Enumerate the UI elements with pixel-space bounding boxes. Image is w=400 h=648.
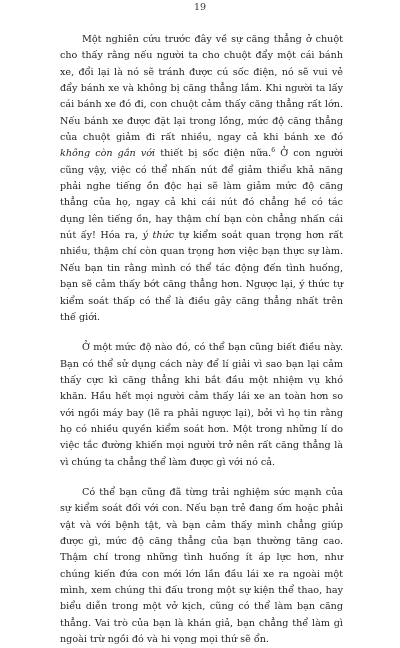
page-number: 19 <box>193 2 207 13</box>
text-run: Ở một mức độ nào đó, có thể bạn cũng biết điều này. Bạn có thể sử dụng cách này để lí giải vì sao bạn lại cảm thấy cực kì căng thẳng khi bắt đầu một nhiệm vụ khó khăn. Hầu hết mọi người cảm thấy lái xe an toàn hơn so với ngồi máy bay (lẽ ra phải ngược lại), bởi vì họ tin rằng họ có nhiều quyền kiểm soát hơn. Một trong những lí do việc tắc đường khiến mọi người trở nên rất căng thẳng là vì chúng ta chẳng thể làm được gì với nó cả. <box>60 342 343 468</box>
text-run: Một nghiên cứu trước đây về sự căng thẳng ở chuột cho thấy rằng nếu người ta cho chuột đẩy một cái bánh xe, đổi lại là nó sẽ tránh được cú sốc điện, nó sẽ vui vẻ đẩy bánh xe và không bị căng thẳng lắm. Khi người ta lấy cái bánh xe đó đi, con chuột cảm thấy căng thẳng rất lớn. Nếu bánh xe được đặt lại trong lồng, mức độ căng thẳng của chuột giảm đi rất nhiều, ngay cả khi bánh xe đó <box>60 34 343 144</box>
text-run: tự kiểm soát quan trọng hơn rất nhiều, thậm chí còn quan trọng hơn việc bạn thực sự làm. Nếu bạn tin rằng mình có thể tác động đến tình huống, bạn sẽ cảm thấy bớt căng thẳng hơn. Ngược lại, ý thức tự kiểm soát thấp có thể là điều gây căng thẳng nhất trên thế giới. <box>60 230 344 323</box>
paragraph <box>60 485 343 648</box>
text-run: thiết bị sốc điện nữa. <box>155 148 272 160</box>
paragraph <box>60 340 343 471</box>
italic-text: ý thức <box>142 230 175 242</box>
text-run: Ở con người cũng vậy, việc có thể nhấn nút để giảm thiểu khả năng phải nghe tiếng ồn độc hại sẽ làm giảm mức độ căng thẳng của họ, ngay cả khi cái nút đó chẳng hề có tác dụng lên tiếng ồn, hay thậm chí bạn còn chẳng nhấn cái nút ấy! Hóa ra, <box>60 148 343 242</box>
body-text <box>60 32 343 648</box>
text-run: Có thể bạn cũng đã từng trải nghiệm sức mạnh của sự kiểm soát đối với con. Nếu bạn trẻ đang ốm hoặc phải vật và với bệnh tật, và bạn cảm thấy mình chẳng giúp được gì, mức độ căng thẳng của bạn thường tăng cao. Thậm chí trong những tình huống ít áp lực hơn, như chúng kiến đứa con mới lớn lần đầu lái xe ra ngoài một mình, xem chúng thi đấu trong một sự kiện thể thao, hay biểu diễn trong một vở kịch, cũng có thể làm bạn căng thẳng. Vai trò của bạn là khán giả, bạn chẳng thể làm gì ngoài trừ ngồi đó và hi vọng mọi thứ sẽ ổn. <box>60 486 343 646</box>
italic-text: không còn gắn với <box>60 148 156 160</box>
footnote-marker: 6 <box>271 147 276 155</box>
paragraph <box>60 32 343 326</box>
